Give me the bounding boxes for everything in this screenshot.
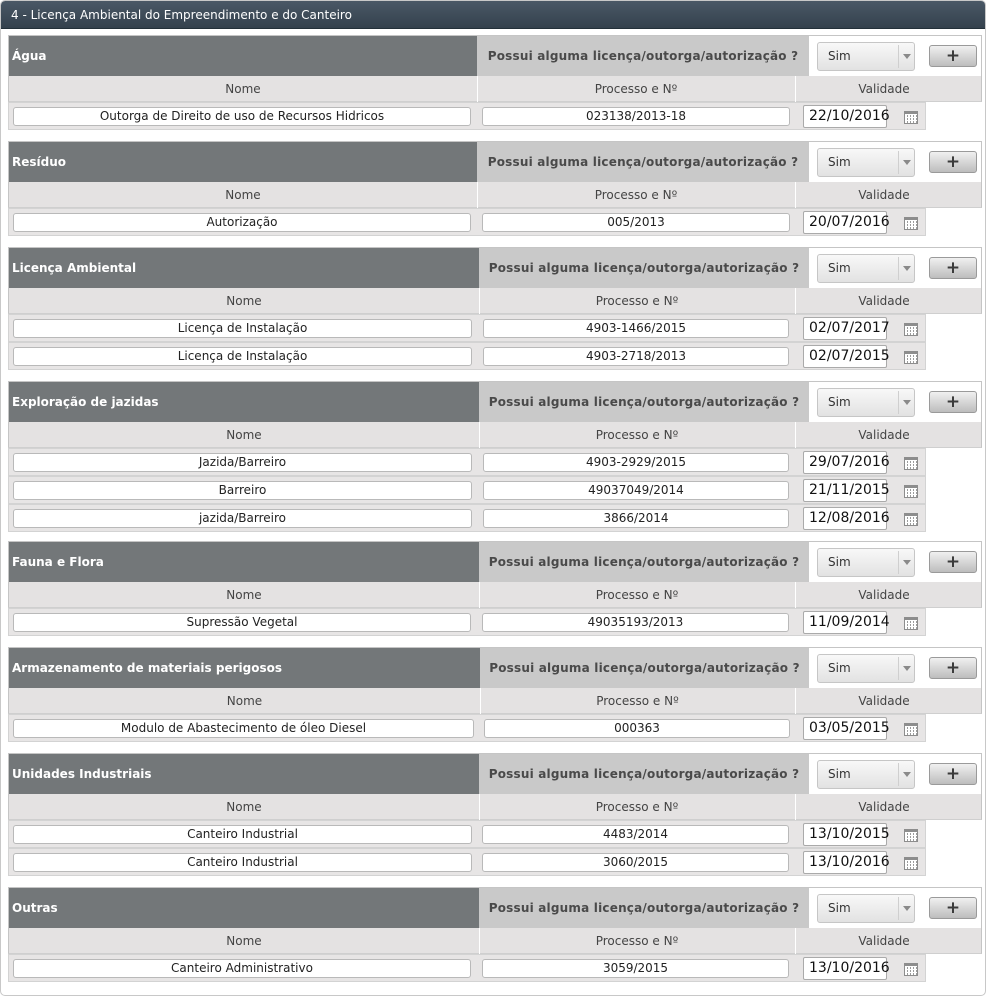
calendar-icon[interactable] [904, 485, 918, 498]
column-header-validade: Validade [858, 800, 910, 814]
column-header-validade: Validade [858, 694, 910, 708]
chevron-down-icon[interactable] [898, 151, 914, 174]
column-header-validade: Validade [858, 934, 910, 948]
calendar-icon[interactable] [904, 111, 918, 124]
add-license-button[interactable]: + [929, 391, 977, 413]
column-divider [480, 688, 481, 714]
chevron-down-icon[interactable] [898, 763, 914, 786]
column-header-nome: Nome [226, 294, 262, 308]
processo-input[interactable]: 3866/2014 [483, 509, 789, 528]
add-license-button[interactable]: + [929, 45, 977, 67]
add-license-button[interactable]: + [929, 763, 977, 785]
select-value: Sim [828, 767, 851, 781]
has-license-select[interactable] [817, 254, 915, 283]
select-value: Sim [828, 555, 851, 569]
column-divider [795, 928, 796, 954]
column-header-validade: Validade [858, 588, 910, 602]
column-header-validade: Validade [858, 82, 910, 96]
license-row [8, 504, 926, 532]
validade-date-input[interactable]: 11/09/2014 [803, 611, 887, 634]
validade-date-input[interactable]: 13/10/2016 [803, 851, 887, 874]
has-license-select[interactable] [817, 894, 915, 923]
validade-date-input[interactable]: 02/07/2017 [803, 317, 887, 340]
license-row [8, 714, 926, 742]
calendar-icon[interactable] [904, 217, 918, 230]
section-title: Resíduo [9, 142, 477, 182]
section-header [8, 753, 982, 795]
calendar-icon[interactable] [904, 513, 918, 526]
license-row [8, 608, 926, 636]
nome-input[interactable]: jazida/Barreiro [13, 509, 472, 528]
has-license-select[interactable] [817, 148, 915, 177]
chevron-down-icon[interactable] [898, 391, 914, 414]
license-row [8, 848, 926, 876]
column-header-validade: Validade [858, 188, 910, 202]
processo-input[interactable]: 4903-2929/2015 [483, 453, 789, 472]
processo-input[interactable]: 005/2013 [482, 213, 790, 232]
column-header-nome: Nome [226, 694, 263, 708]
validade-date-input[interactable]: 03/05/2015 [803, 717, 887, 740]
column-header-nome: Nome [225, 188, 261, 202]
column-header-processo: Processo e Nº [595, 934, 679, 948]
column-header-processo: Processo e Nº [596, 694, 679, 708]
license-question: Possui alguma licença/outorga/autorização ? [479, 754, 809, 794]
add-license-button[interactable]: + [929, 551, 977, 573]
license-question: Possui alguma licença/outorga/autorização ? [479, 382, 809, 422]
license-row [8, 208, 926, 236]
select-value: Sim [828, 661, 851, 675]
processo-input[interactable]: 3059/2015 [482, 959, 789, 978]
license-question: Possui alguma licença/outorga/autorização ? [479, 542, 809, 582]
calendar-icon[interactable] [904, 323, 918, 336]
column-header-nome: Nome [226, 428, 262, 442]
section-header [8, 647, 982, 689]
column-header-nome: Nome [225, 82, 261, 96]
column-headers [8, 182, 982, 208]
section-header [8, 381, 982, 423]
column-headers [8, 288, 982, 314]
column-headers [8, 422, 982, 448]
chevron-down-icon[interactable] [898, 45, 914, 68]
validade-date-input[interactable]: 13/10/2015 [803, 823, 887, 846]
column-headers [8, 582, 982, 608]
calendar-icon[interactable] [904, 829, 918, 842]
license-row [8, 448, 926, 476]
section-header [8, 541, 982, 583]
license-row [8, 102, 926, 130]
select-value: Sim [828, 395, 851, 409]
processo-input[interactable]: 4483/2014 [482, 825, 789, 844]
license-question: Possui alguma licença/outorga/autorização ? [479, 888, 809, 928]
section-header [8, 887, 982, 929]
license-row [8, 342, 926, 370]
column-header-nome: Nome [226, 588, 262, 602]
has-license-select[interactable] [817, 760, 915, 789]
column-divider [795, 422, 796, 448]
column-divider [477, 76, 478, 102]
processo-input[interactable]: 023138/2013-18 [482, 107, 790, 126]
license-row [8, 476, 926, 504]
section-title: Outras [9, 888, 479, 928]
add-license-button[interactable]: + [929, 897, 977, 919]
validade-date-input[interactable]: 02/07/2015 [803, 345, 887, 368]
column-divider [479, 288, 480, 314]
chevron-down-icon[interactable] [898, 897, 914, 920]
calendar-icon[interactable] [904, 617, 918, 630]
chevron-down-icon[interactable] [898, 551, 914, 574]
column-headers [8, 688, 982, 714]
column-divider [477, 182, 478, 208]
column-divider [479, 422, 480, 448]
column-divider [795, 582, 796, 608]
column-header-processo: Processo e Nº [594, 188, 678, 202]
nome-input[interactable]: Modulo de Abastecimento de óleo Diesel [13, 719, 474, 738]
processo-input[interactable]: 000363 [484, 719, 790, 738]
add-license-button[interactable]: + [929, 151, 977, 173]
section-title: Água [9, 36, 477, 76]
nome-input[interactable]: Canteiro Administrativo [13, 959, 471, 978]
nome-input[interactable]: Barreiro [13, 481, 472, 500]
select-value: Sim [828, 49, 851, 63]
column-headers [8, 76, 982, 102]
nome-input[interactable]: Autorização [13, 213, 471, 232]
panel-header [1, 1, 986, 29]
add-license-button[interactable]: + [929, 657, 977, 679]
column-header-nome: Nome [226, 934, 262, 948]
column-divider [795, 688, 796, 714]
license-row [8, 954, 926, 982]
column-divider [795, 794, 796, 820]
nome-input[interactable]: Outorga de Direito de uso de Recursos Hidricos [13, 107, 471, 126]
processo-input[interactable]: 4903-2718/2013 [483, 347, 789, 366]
license-question: Possui alguma licença/outorga/autorização ? [477, 142, 809, 182]
section-title: Unidades Industriais [9, 754, 479, 794]
validade-date-input[interactable]: 13/10/2016 [803, 957, 887, 980]
license-question: Possui alguma licença/outorga/autorização ? [477, 36, 809, 76]
column-divider [479, 794, 480, 820]
calendar-icon[interactable] [904, 723, 918, 736]
column-headers [8, 928, 982, 954]
column-divider [479, 582, 480, 608]
column-divider [795, 288, 796, 314]
section-title: Exploração de jazidas [9, 382, 479, 422]
select-value: Sim [828, 901, 851, 915]
processo-input[interactable]: 49035193/2013 [482, 613, 789, 632]
section-header [8, 35, 982, 77]
column-header-processo: Processo e Nº [595, 800, 679, 814]
nome-input[interactable]: Canteiro Industrial [13, 825, 472, 844]
has-license-select[interactable] [817, 42, 915, 71]
validade-date-input[interactable]: 29/07/2016 [803, 451, 887, 474]
column-headers [8, 794, 982, 820]
section-title: Armazenamento de materiais perigosos [9, 648, 480, 688]
calendar-icon[interactable] [904, 351, 918, 364]
processo-input[interactable]: 4903-1466/2015 [483, 319, 789, 338]
select-value: Sim [828, 155, 851, 169]
validade-date-input[interactable]: 20/07/2016 [803, 211, 887, 234]
has-license-select[interactable] [817, 548, 915, 577]
nome-input[interactable]: Supressão Vegetal [13, 613, 471, 632]
column-divider [479, 928, 480, 954]
column-divider [795, 76, 796, 102]
chevron-down-icon[interactable] [898, 257, 914, 280]
has-license-select[interactable] [817, 388, 915, 417]
calendar-icon[interactable] [904, 457, 918, 470]
has-license-select[interactable] [817, 654, 915, 683]
add-license-button[interactable]: + [929, 257, 977, 279]
section-title: Fauna e Flora [9, 542, 479, 582]
processo-input[interactable]: 3060/2015 [482, 853, 789, 872]
column-header-nome: Nome [226, 800, 262, 814]
column-header-processo: Processo e Nº [595, 294, 679, 308]
validade-date-input[interactable]: 21/11/2015 [803, 479, 887, 502]
column-header-validade: Validade [858, 294, 910, 308]
select-value: Sim [828, 261, 851, 275]
calendar-icon[interactable] [904, 857, 918, 870]
column-header-processo: Processo e Nº [595, 428, 679, 442]
license-question: Possui alguma licença/outorga/autorização ? [480, 648, 809, 688]
column-header-processo: Processo e Nº [595, 588, 679, 602]
nome-input[interactable]: Jazida/Barreiro [13, 453, 472, 472]
panel-title: 4 - Licença Ambiental do Empreendimento e do Canteiro [11, 8, 352, 22]
column-header-validade: Validade [858, 428, 910, 442]
column-divider [795, 182, 796, 208]
chevron-down-icon[interactable] [898, 657, 914, 680]
license-question: Possui alguma licença/outorga/autorização ? [479, 248, 809, 288]
calendar-icon[interactable] [904, 963, 918, 976]
nome-input[interactable]: Licença de Instalação [13, 319, 472, 338]
license-row [8, 820, 926, 848]
column-header-processo: Processo e Nº [594, 82, 678, 96]
section-title: Licença Ambiental [9, 248, 479, 288]
processo-input[interactable]: 49037049/2014 [483, 481, 789, 500]
validade-date-input[interactable]: 22/10/2016 [803, 105, 887, 128]
license-row [8, 314, 926, 342]
nome-input[interactable]: Canteiro Industrial [13, 853, 472, 872]
section-header [8, 141, 982, 183]
validade-date-input[interactable]: 12/08/2016 [803, 507, 887, 530]
nome-input[interactable]: Licença de Instalação [13, 347, 472, 366]
section-header [8, 247, 982, 289]
